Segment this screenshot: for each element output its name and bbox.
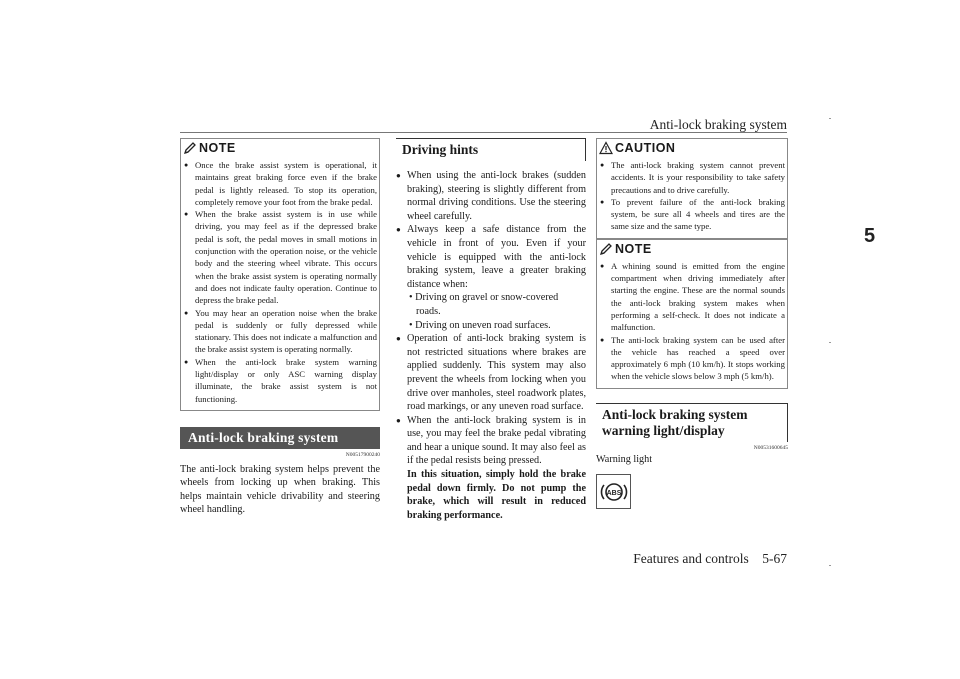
page-header-title: Anti-lock braking system	[649, 117, 787, 132]
warning-triangle-icon	[599, 141, 613, 155]
hint-item-warning: In this situation, simply hold the brake pedal down firmly. Do not pump the brake, which will result in reduced braking performance.	[407, 469, 586, 521]
section-heading-driving-hints: Driving hints	[396, 138, 586, 161]
note-header	[596, 239, 788, 258]
page-footer: Features and controls 5-67	[633, 551, 787, 566]
note-box	[596, 258, 788, 389]
section-code: N00531600645	[753, 444, 788, 451]
hint-subitem-cont: roads.	[416, 305, 441, 317]
section-code: N00517900240	[345, 451, 380, 458]
note-item: ● The anti-lock braking system can be used after the vehicle has reached a speed over approximately 6 mph (10 km/h). It stops working when the vehicle slows below 3 mph (5 km/h).	[599, 334, 785, 383]
abs-symbol-text: ABS	[606, 489, 621, 497]
note-box	[180, 157, 380, 411]
hint-item	[396, 223, 586, 332]
note-header	[180, 138, 380, 157]
note-label: NOTE	[615, 241, 652, 256]
note-item: ● When the anti-lock brake system warning light/display or only ASC warning display illuminate, the brake assist system is not functioning.	[183, 356, 377, 405]
note-item: ● Once the brake assist system is operational, it maintains great braking force even if the brake pedal is lightly released. To stop its operation, completely remove your foot from the brake pedal.	[183, 159, 377, 208]
abs-warning-icon	[596, 474, 631, 509]
hint-item: ● Operation of anti-lock braking system is not restricted situations where brakes are applied suddenly. This system may also prevent the wheels from locking when you drive over manholes, steel roadwork plates, road markings, or any uneven road surface.	[396, 332, 586, 414]
note-pencil-icon	[599, 242, 613, 256]
hint-item-text: When the anti-lock braking system is in use, you may feel the brake pedal vibrating and hear a unique sound. It may also feel as if the pedal resists being pressed.	[407, 414, 586, 467]
caution-item: ● To prevent failure of the anti-lock braking system, be sure all 4 wheels and tires are the same size and the same type.	[599, 196, 785, 233]
crop-mark	[829, 565, 831, 566]
abs-symbol-icon	[600, 480, 628, 504]
note-pencil-icon	[183, 141, 197, 155]
caution-box	[596, 157, 788, 239]
crop-mark	[829, 342, 831, 343]
note-item: ● You may hear an operation noise when the brake pedal is suddenly or fully depressed while stationary. This does not indicate a malfunction and the brake assist system is operating normally.	[183, 307, 377, 356]
note-item: ● When the brake assist system is in use while driving, you may feel as if the depressed brake pedal is soft, the pedal moves in small motions in conjunction with the operation noise, or the vehicle body and the steering wheel vibrate. This occurs when the brake assist system is operating normally and does not indicate faulty operation. Continue to depress the brake pedal.	[183, 208, 377, 306]
header-rule	[180, 132, 787, 133]
section-heading-abs: Anti-lock braking system	[180, 427, 380, 449]
section-heading-warning-light: Anti-lock braking system warning light/display	[596, 403, 788, 442]
hint-item-text: Always keep a safe distance from the vehicle in front of you. Even if your vehicle is equipped with the anti-lock braking system, leave a greater braking distance when:	[407, 224, 586, 290]
chapter-tab	[800, 0, 960, 679]
column-left	[180, 138, 380, 516]
hint-item: ● When using the anti-lock brakes (sudden braking), steering is slightly different from normal driving conditions. Use the steering wheel carefully.	[396, 169, 586, 223]
note-item: ● A whining sound is emitted from the engine compartment when driving immediately after starting the engine. These are the normal sounds the anti-lock braking system makes when performing a self-check. It does not indicate a malfunction.	[599, 260, 785, 334]
hint-subitem: • Driving on gravel or snow-covered	[409, 292, 559, 304]
chapter-number: 5	[864, 225, 876, 247]
column-right	[596, 138, 788, 509]
caution-header	[596, 138, 788, 157]
hint-item	[396, 414, 586, 523]
hint-subitem: • Driving on uneven road surfaces.	[409, 319, 551, 331]
warning-light-label: Warning light	[596, 453, 653, 465]
caution-item: ● The anti-lock braking system cannot prevent accidents. It is your responsibility to take safety precautions and to drive carefully.	[599, 159, 785, 196]
crop-mark	[829, 118, 831, 119]
caution-label: CAUTION	[615, 141, 676, 155]
section-paragraph: The anti-lock braking system helps prevent the wheels from locking up when braking. This helps maintain vehicle drivability and steering wheel handling.	[180, 463, 380, 515]
note-label: NOTE	[199, 141, 236, 155]
column-middle	[396, 138, 586, 522]
